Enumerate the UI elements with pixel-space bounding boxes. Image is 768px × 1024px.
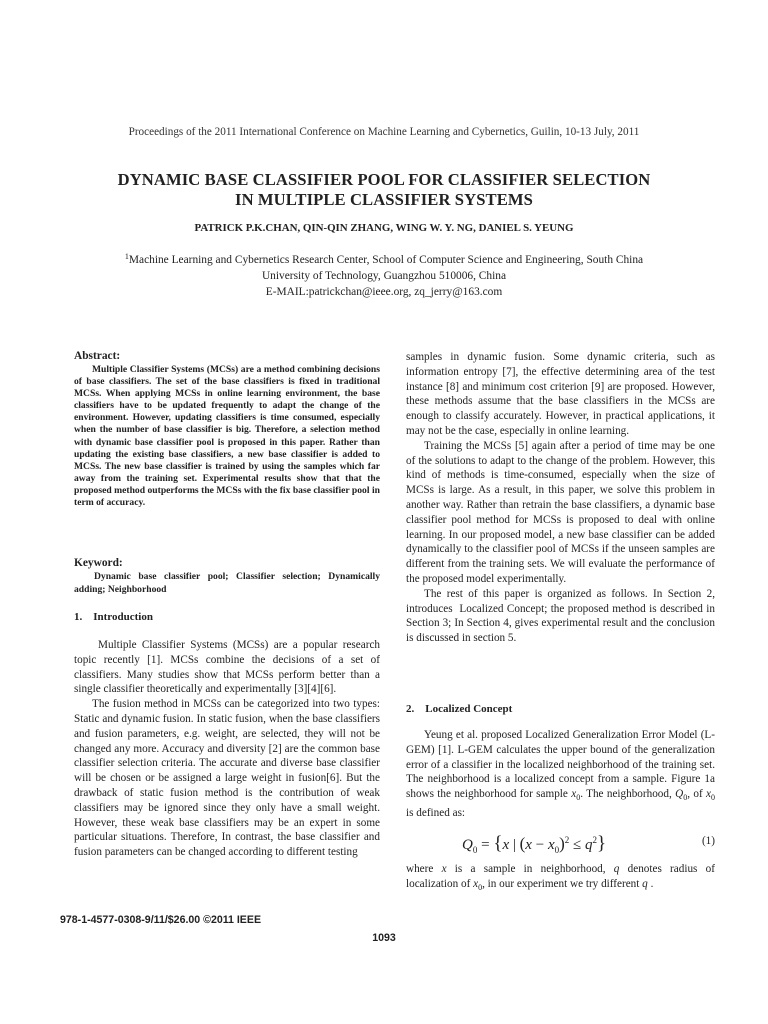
title-line-2: IN MULTIPLE CLASSIFIER SYSTEMS <box>235 190 533 209</box>
abstract-body: Multiple Classifier Systems (MCSs) are a method combining decisions of base classifiers. The set of the base classifiers is fixed in traditional MCSs. When applying MCSs in online learning environment, the base classifiers have to be updated frequently to adapt the change of the environment. However, updating classifiers is time consumed, especially when the number of base classifier is big. Therefore, a selection method with dynamic base classifier pool is proposed in this paper. Rather than updating the existing base classifiers, a new base classifier is added to MCSs. The new base classifier is trained by using the samples which far away from the training set. Experimental results show that that the proposed method outperforms the MCSs with the fix base classifier pool in term of accuracy. <box>74 364 380 509</box>
affiliation-email: E-MAIL:patrickchan@ieee.org, zq_jerry@163.com <box>265 286 503 298</box>
paragraph: where x is a sample in neighborhood, q denotes radius of localization of $x_0$, in our experiment we try different q . <box>406 863 715 893</box>
equation-expression: $Q_0 = \{x$ | $(x - x_0)^2 \le q^2$} <box>462 833 607 855</box>
section-2-body-continued <box>406 862 715 896</box>
affiliation-marker: 1 <box>124 252 129 261</box>
right-column-intro <box>406 350 715 646</box>
affiliation <box>60 249 708 300</box>
page-number: 1093 <box>372 932 396 944</box>
paragraph: Multiple Classifier Systems (MCSs) are a popular research topic recently [1]. MCSs combine the decisions of a set of classifiers. Many studies show that MCSs perform better than a single classifier theoretically and experimentally [3][4][6]. <box>74 639 380 696</box>
paragraph: Training the MCSs [5] again after a period of time may be one of the solutions to adapt to the change of the problem. However, this kind of methods is time-consumed, especially when the size of MCSs is large. As a result, in this paper, we solve this problem in another way. Rather than retrain the base classifiers, a dynamic base classifier pool method for MCSs is proposed to deal with online learning. In our proposed model, a new base classifier can be added dynamically to the classifier pool of MCSs if the unseen samples are different from the training sets. We will evaluate the performance of the proposed model experimentally. <box>406 439 715 585</box>
keyword-body: Dynamic base classifier pool; Classifier selection; Dynamically adding; Neighborhood <box>74 571 380 595</box>
affiliation-line-1: $^1$Machine Learning and Cybernetics Research Center, School of Computer Science and Engineering, South China <box>124 252 644 266</box>
paragraph: The rest of this paper is organized as follows. In Section 2, introduces Localized Concept; the proposed method is described in Section 3; In Section 4, gives experimental result and the conclusion is discussed in section 5. <box>406 587 715 645</box>
proceedings-header: Proceedings of the 2011 International Conference on Machine Learning and Cybernetics, Guilin, 10-13 July, 2011 <box>128 126 640 138</box>
equation-1 <box>406 831 715 857</box>
section-2-body <box>406 728 715 821</box>
section-2-heading: 2. Localized Concept <box>406 703 513 715</box>
isbn-footer: 978-1-4577-0308-9/11/$26.00 ©2011 IEEE <box>60 914 262 926</box>
section-1-body <box>74 638 380 860</box>
affiliation-line-2: University of Technology, Guangzhou 510006, China <box>261 270 507 282</box>
paragraph: Yeung et al. proposed Localized Generalization Error Model (L-GEM) [1]. L-GEM calculates the upper bound of the generalization error of a classifier in the localized neighborhood of the training set. The neighborhood is a localized concept from a sample. Figure 1a shows the neighborhood for sample $x_0$. The neighborhood, $Q_0$, of $x_0$ is defined as: <box>406 729 715 820</box>
paper-title <box>60 170 708 210</box>
equation-number: (1) <box>701 835 715 847</box>
abstract-heading: Abstract: <box>74 350 121 362</box>
title-line-1: DYNAMIC BASE CLASSIFIER POOL FOR CLASSIFIER SELECTION <box>117 170 651 189</box>
keyword-heading: Keyword: <box>74 557 123 569</box>
paragraph: samples in dynamic fusion. Some dynamic criteria, such as information entropy [7], the effective determining area of the test instance [8] and minimum cost criterion [9] are proposed. However, these methods assume that the base classifiers in the MCSs are enough to classify accurately. However, in practical applications, it may not be the case, especially in online learning. <box>406 351 715 437</box>
author-list: PATRICK P.K.CHAN, QIN-QIN ZHANG, WING W. Y. NG, DANIEL S. YEUNG <box>194 222 574 234</box>
paragraph: The fusion method in MCSs can be categorized into two types: Static and dynamic fusion. In static fusion, when the base classifiers and fusion parameters, e.g. weight, are selected, they will not be changed any more. Accuracy and diversity [2] are the common base classifier selection criteria. The accurate and diverse base classifier will be chosen or be assigned a large weight in fusion[6]. But the drawback of static fusion method is the contribution of weak classifiers may be ignored since they only have a small weight. However, these weak base classifiers may be an expert in some particular situations. Therefore, In contrast, the base classifier and fusion parameters can be changed according to different testing <box>74 698 380 859</box>
section-1-heading: 1. Introduction <box>74 611 153 623</box>
